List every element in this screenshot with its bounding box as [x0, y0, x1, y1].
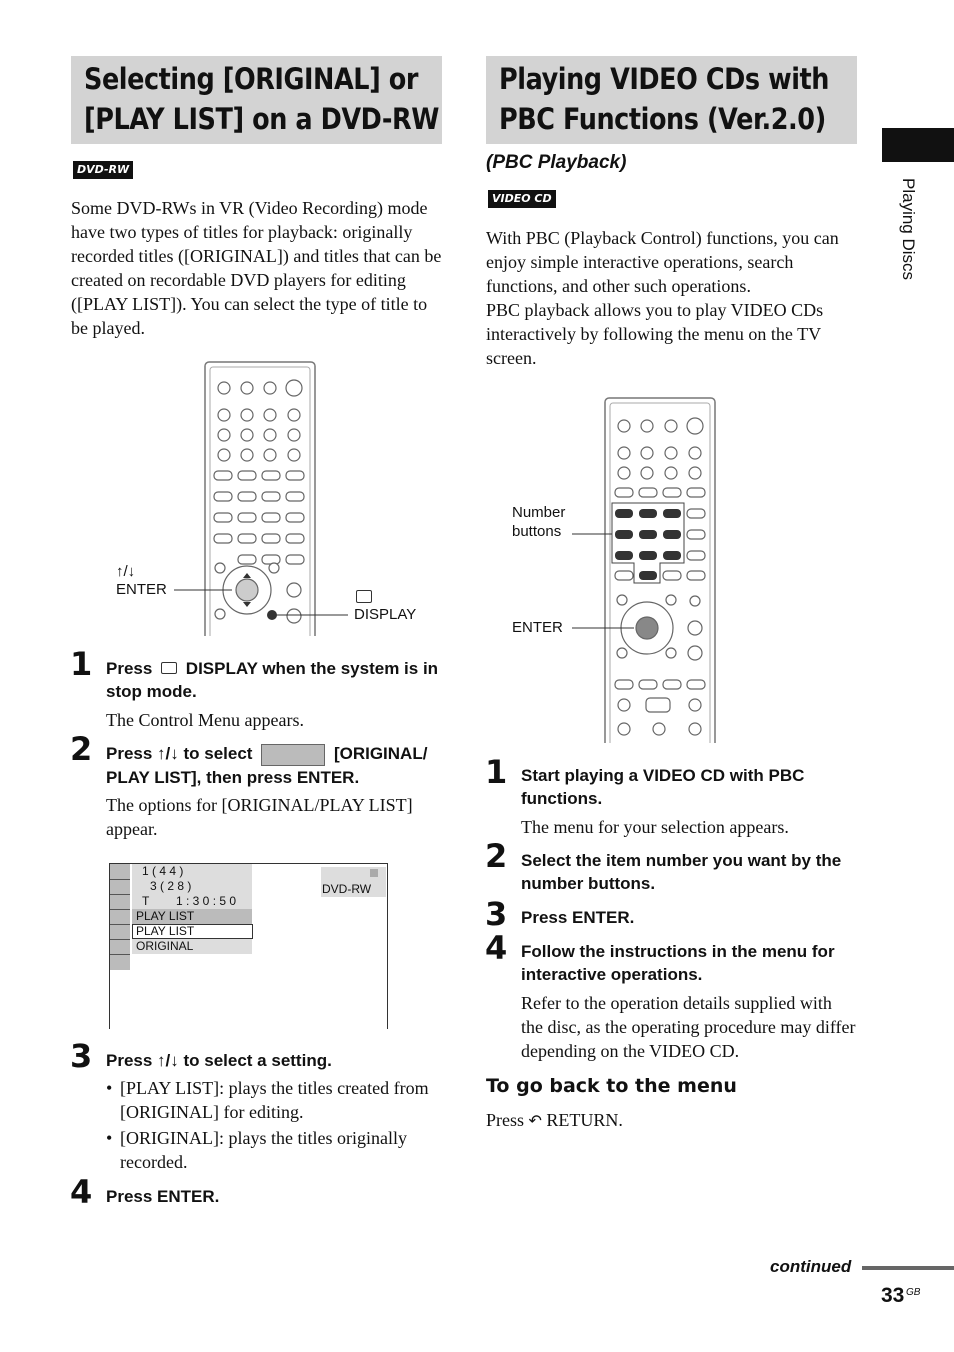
step-2-heading-post: [ORIGINAL/ PLAY LIST], then press ENTER. [106, 744, 428, 787]
original-playlist-icon [261, 744, 325, 766]
continued-rule [862, 1266, 954, 1270]
step-2-heading [106, 742, 446, 789]
step-3-number: 3 [70, 1037, 93, 1075]
right-title-box [486, 56, 857, 144]
return-icon: ↶ [528, 1111, 542, 1130]
display-label: DISPLAY [354, 606, 417, 623]
number-buttons-label-line2: buttons [512, 523, 562, 540]
step-2-body: The options for [ORIGINAL/PLAY LIST] appear. [106, 795, 413, 839]
r-step-4-number: 4 [485, 929, 508, 967]
right-title-line1: Playing VIDEO CDs with [499, 62, 830, 96]
osd-line3-time: 1 : 3 0 : 5 0 [176, 894, 237, 908]
right-callout-lines [570, 520, 650, 640]
r-step-2-number: 2 [485, 837, 508, 875]
back-pre: Press [486, 1110, 525, 1130]
r-step-1-heading: Start playing a VIDEO CD with PBC functions. [521, 766, 805, 808]
osd-line3-t: T [142, 894, 150, 908]
page-number: 33 [881, 1284, 905, 1307]
r-step-3-number: 3 [485, 895, 508, 933]
display-icon [356, 590, 372, 603]
r-step-4-body: Refer to the operation details supplied with the disc, as the operating procedure may differ depending on the VIDEO CD. [521, 993, 856, 1061]
step-4-number: 4 [70, 1173, 93, 1211]
left-callout-lines [170, 555, 370, 625]
back-post: RETURN. [546, 1110, 623, 1130]
r-step-3-heading: Press ENTER. [521, 908, 635, 927]
arrows-label: ↑/↓ [116, 563, 136, 580]
display-icon [161, 662, 177, 674]
r-step-1-number: 1 [485, 753, 508, 791]
step-1-number: 1 [70, 645, 93, 683]
video-cd-badge: VIDEO CD [488, 190, 556, 208]
back-to-menu-heading: To go back to the menu [486, 1075, 737, 1097]
left-title-line2: [PLAY LIST] on a DVD-RW [84, 102, 439, 136]
enter-label-left: ENTER [116, 581, 167, 598]
page-suffix: GB [906, 1287, 921, 1298]
osd-screen [109, 863, 388, 1029]
step-3-bullets [106, 1076, 446, 1174]
step-1-heading-post: DISPLAY when the system is in stop mode. [106, 659, 439, 701]
osd-option-playlist: PLAY LIST [136, 924, 195, 938]
left-title-line1: Selecting [ORIGINAL] or [84, 62, 419, 96]
r-step-2-heading: Select the item number you want by the number buttons. [521, 851, 842, 893]
left-intro: Some DVD-RWs in VR (Video Recording) mode have two types of titles for playback: originally recorded titles ([ORIGINAL]) and titles that can be created on recordable DVD players for editing ([PLAY LIST]). You can select the type of title to be played. [71, 198, 442, 338]
pbc-subtitle: (PBC Playback) [486, 152, 627, 173]
osd-option-playlist-current: PLAY LIST [136, 909, 195, 923]
continued-label: continued [770, 1257, 852, 1276]
step-3-heading: Press ↑/↓ to select a setting. [106, 1051, 332, 1070]
step-2-number: 2 [70, 730, 93, 768]
right-intro-1: With PBC (Playback Control) functions, you can enjoy simple interactive operations, search functions, and other such operations. [486, 228, 839, 296]
osd-line1: 1 ( 4 4 ) [142, 864, 184, 878]
right-title-line2: PBC Functions (Ver.2.0) [499, 102, 826, 136]
enter-label-right: ENTER [512, 619, 563, 636]
osd-option-original: ORIGINAL [136, 939, 194, 953]
osd-line2: 3 ( 2 8 ) [150, 879, 192, 893]
step-3-bullet-1: • [PLAY LIST]: plays the titles created from [ORIGINAL] for editing. [106, 1076, 446, 1124]
r-step-1-body: The menu for your selection appears. [521, 817, 789, 837]
side-tab-marker [882, 128, 954, 162]
step-2-heading-pre: Press ↑/↓ to select [106, 744, 253, 763]
r-step-4-heading: Follow the instructions in the menu for interactive operations. [521, 942, 835, 984]
osd-disc-type: DVD-RW [322, 882, 372, 896]
step-4-heading: Press ENTER. [106, 1187, 220, 1206]
side-tab-label: Playing Discs [899, 178, 918, 281]
dvd-rw-badge: DVD-RW [73, 161, 133, 179]
right-intro-2: PBC playback allows you to play VIDEO CDs interactively by following the menu on the TV screen. [486, 300, 824, 368]
left-title-box [71, 56, 442, 144]
step-1-heading-pre: Press [106, 659, 153, 678]
back-to-menu-text [486, 1108, 623, 1133]
step-1-body: The Control Menu appears. [106, 710, 304, 730]
number-buttons-label-line1: Number [512, 504, 566, 521]
step-3-bullet-2: • [ORIGINAL]: plays the titles originally recorded. [106, 1126, 446, 1174]
step-1-heading [106, 657, 446, 703]
